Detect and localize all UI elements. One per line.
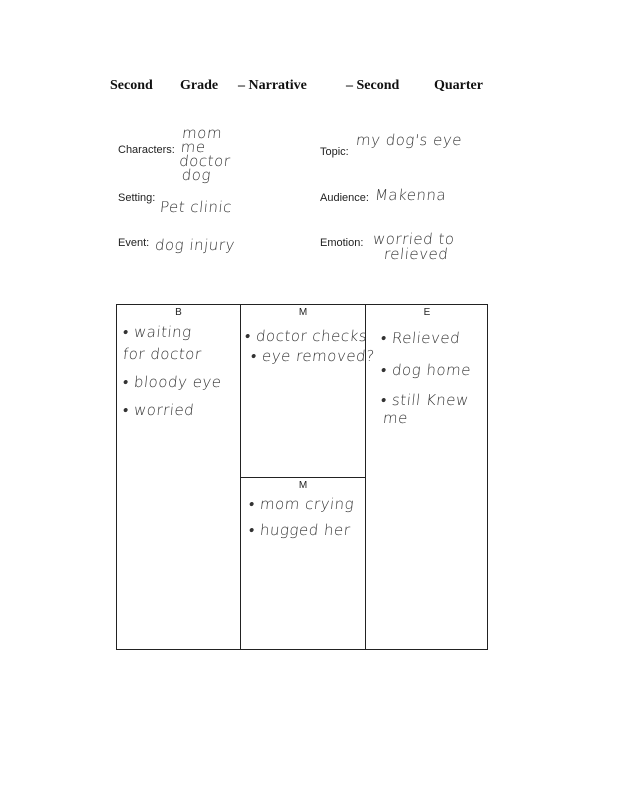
audience-value: Makenna	[374, 186, 448, 204]
beginning-entry: • waiting	[122, 323, 193, 341]
title-word-grade: Grade	[180, 78, 219, 93]
end-entry: • still Knew	[380, 391, 470, 409]
beginning-heading: B	[175, 307, 182, 318]
character-entry: me	[179, 138, 207, 156]
middle-bottom-entries	[249, 495, 354, 549]
beginning-entry: • worried	[122, 401, 196, 419]
middle-top-entry: • doctor checks	[244, 327, 369, 345]
middle-bottom-entry: • hugged her	[248, 521, 352, 539]
event-label: Event:	[118, 237, 150, 249]
title-word-narrative: – Narrative	[238, 78, 307, 93]
characters-label: Characters:	[118, 144, 175, 156]
middle-heading-top: M	[298, 307, 308, 318]
setting-label: Setting:	[118, 192, 156, 204]
title-word-second: Second	[110, 78, 153, 93]
middle-bottom-entry: • mom crying	[248, 495, 356, 513]
topic-value: my dog's eye	[355, 131, 463, 149]
emotion-label: Emotion:	[320, 237, 364, 249]
middle-heading-bottom: M	[298, 480, 308, 491]
end-heading: E	[423, 307, 431, 318]
character-entry: dog	[180, 166, 212, 184]
middle-row-divider	[240, 477, 366, 478]
title-word-quarter: Quarter	[434, 78, 483, 93]
topic-label: Topic:	[320, 146, 349, 158]
beginning-entry: • bloody eye	[122, 373, 223, 391]
character-entry: mom	[181, 124, 224, 142]
end-entry: me	[382, 409, 409, 427]
emotion-value-line1: worried to	[372, 230, 456, 248]
end-entry: • Relieved	[380, 329, 462, 347]
character-entry: doctor	[178, 152, 232, 170]
title-word-second-2: – Second	[346, 78, 400, 93]
beginning-entries	[123, 323, 222, 429]
middle-top-entry: • eye removed?	[250, 347, 376, 365]
beginning-entry: for doctor	[122, 345, 203, 363]
end-entry: • dog home	[380, 361, 472, 379]
bme-organizer	[116, 304, 488, 650]
middle-top-entries	[245, 327, 375, 375]
setting-value: Pet clinic	[159, 198, 233, 216]
end-entries	[381, 329, 471, 437]
characters-values	[177, 126, 234, 182]
event-value: dog injury	[154, 236, 236, 254]
worksheet-title	[110, 78, 483, 98]
audience-label: Audience:	[320, 192, 369, 204]
emotion-value-line2: relieved	[383, 245, 450, 263]
